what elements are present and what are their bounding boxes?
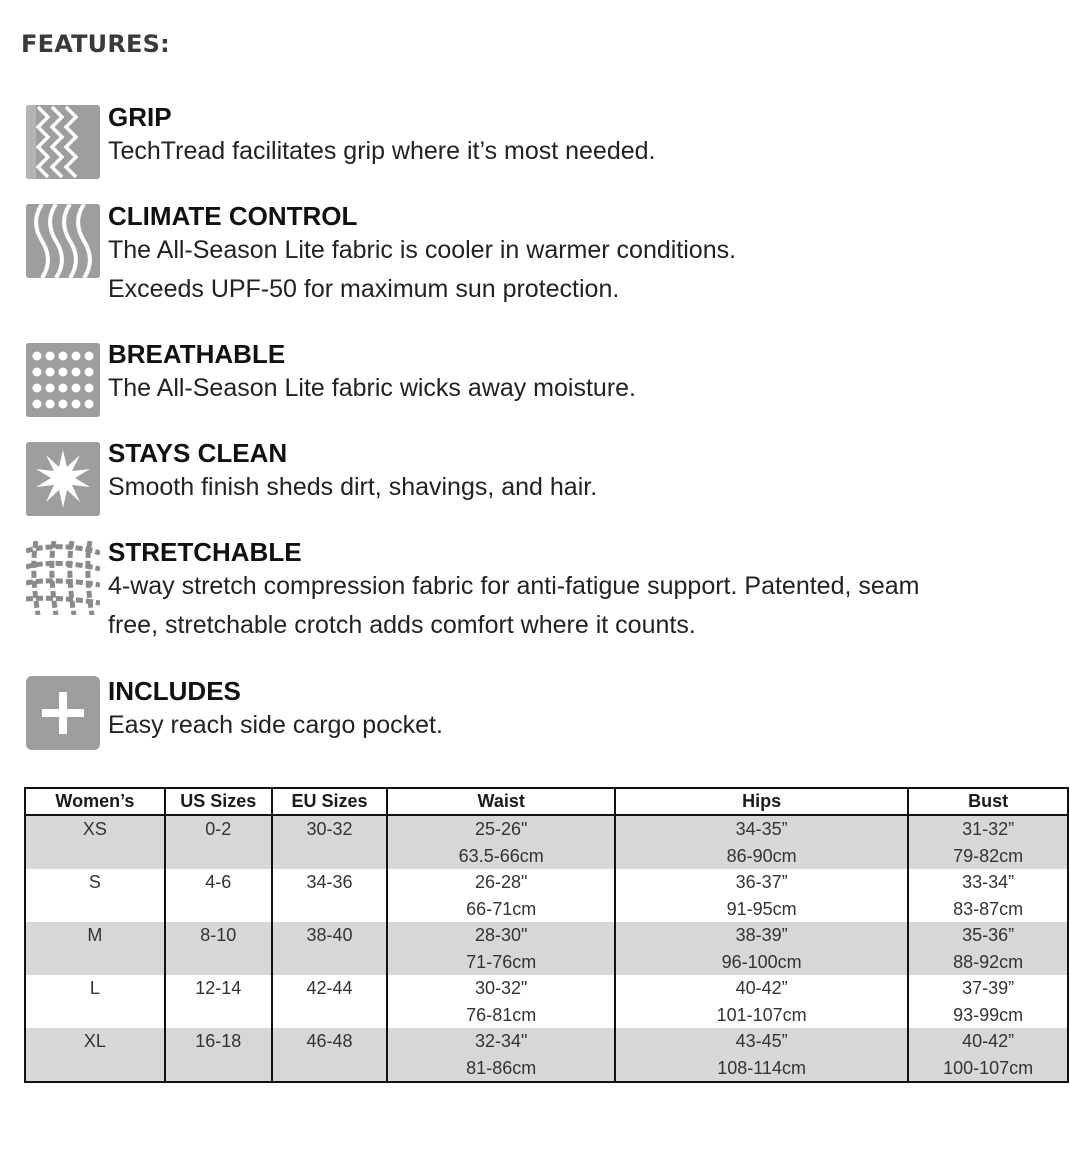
womens-size-cell: XL: [25, 1028, 165, 1082]
us-size-cell: 0-2: [165, 815, 272, 869]
waist-inches: 32-34": [474, 1031, 528, 1051]
waist-cm: 81-86cm: [466, 1057, 537, 1078]
waist-cell: [387, 869, 614, 922]
feature-description: Exceeds UPF-50 for maximum sun protection.: [108, 275, 620, 303]
hips-inches: 36-37”: [735, 872, 788, 892]
feature-description: The All-Season Lite fabric is cooler in warmer conditions.: [108, 236, 737, 264]
feature-description: TechTread facilitates grip where it’s most needed.: [108, 137, 656, 165]
stretch-mesh-icon: [26, 541, 100, 615]
bust-inches: 40-42”: [962, 1031, 1015, 1051]
waist-inches: 30-32": [474, 978, 528, 998]
column-header-bust: Bust: [908, 788, 1068, 815]
stays-clean-starburst-icon: [26, 442, 100, 516]
hips-inches: 34-35”: [735, 819, 788, 839]
hips-inches: 43-45”: [735, 1031, 788, 1051]
waist-cell: [387, 922, 614, 975]
bust-cm: 83-87cm: [953, 898, 1024, 919]
waist-cm: 71-76cm: [466, 951, 537, 972]
waist-cm: 63.5-66cm: [458, 845, 544, 866]
bust-cm: 88-92cm: [953, 951, 1024, 972]
hips-cell: [615, 1028, 908, 1082]
eu-size-cell: 46-48: [272, 1028, 388, 1082]
column-header-us-sizes: US Sizes: [165, 788, 272, 815]
us-size-cell: 16-18: [165, 1028, 272, 1082]
us-size-cell: 4-6: [165, 869, 272, 922]
us-size-cell: 12-14: [165, 975, 272, 1028]
grip-chevrons-icon: [26, 105, 100, 179]
feature-description: 4-way stretch compression fabric for anti-fatigue support. Patented, seam: [108, 572, 920, 600]
waist-cm: 66-71cm: [466, 898, 537, 919]
hips-cm: 91-95cm: [726, 898, 797, 919]
womens-size-cell: S: [25, 869, 165, 922]
bust-cm: 100-107cm: [943, 1057, 1034, 1078]
feature-description: The All-Season Lite fabric wicks away moisture.: [108, 374, 636, 402]
waist-inches: 26-28": [474, 872, 528, 892]
feature-title: INCLUDES: [108, 676, 241, 706]
hips-cm: 96-100cm: [721, 951, 802, 972]
waist-cm: 76-81cm: [466, 1004, 537, 1025]
bust-inches: 31-32”: [962, 819, 1015, 839]
bust-inches: 37-39”: [962, 978, 1015, 998]
eu-size-cell: 42-44: [272, 975, 388, 1028]
hips-inches: 38-39”: [735, 925, 788, 945]
womens-size-cell: XS: [25, 815, 165, 869]
hips-cell: [615, 975, 908, 1028]
table-row: [25, 975, 1068, 1028]
hips-cell: [615, 815, 908, 869]
waist-cell: [387, 815, 614, 869]
table-row: [25, 1028, 1068, 1082]
breathable-dots-icon: [26, 343, 100, 417]
table-row: [25, 869, 1068, 922]
feature-title: GRIP: [108, 102, 172, 132]
table-header-row: [25, 788, 1068, 815]
feature-title: STAYS CLEAN: [108, 438, 288, 468]
size-chart-table: [24, 787, 1069, 1083]
feature-description: free, stretchable crotch adds comfort where it counts.: [108, 611, 696, 639]
feature-description: Easy reach side cargo pocket.: [108, 711, 443, 739]
feature-title: BREATHABLE: [108, 339, 286, 369]
bust-cell: [908, 975, 1068, 1028]
hips-cm: 108-114cm: [717, 1057, 806, 1078]
plus-icon: [26, 676, 100, 750]
table-row: [25, 815, 1068, 869]
waist-inches: 28-30": [474, 925, 528, 945]
climate-waves-icon: [26, 204, 100, 278]
hips-inches: 40-42”: [735, 978, 788, 998]
hips-cm: 86-90cm: [726, 845, 797, 866]
eu-size-cell: 30-32: [272, 815, 388, 869]
feature-description: Smooth finish sheds dirt, shavings, and hair.: [108, 473, 598, 501]
bust-cm: 79-82cm: [953, 845, 1024, 866]
eu-size-cell: 38-40: [272, 922, 388, 975]
bust-cm: 93-99cm: [953, 1004, 1024, 1025]
us-size-cell: 8-10: [165, 922, 272, 975]
column-header-waist: Waist: [387, 788, 614, 815]
bust-cell: [908, 922, 1068, 975]
bust-cell: [908, 1028, 1068, 1082]
womens-size-cell: L: [25, 975, 165, 1028]
features-heading: FEATURES:: [21, 30, 170, 58]
eu-size-cell: 34-36: [272, 869, 388, 922]
bust-inches: 35-36”: [962, 925, 1015, 945]
column-header-eu-sizes: EU Sizes: [272, 788, 388, 815]
waist-inches: 25-26": [474, 819, 528, 839]
table-row: [25, 922, 1068, 975]
waist-cell: [387, 975, 614, 1028]
womens-size-cell: M: [25, 922, 165, 975]
hips-cell: [615, 869, 908, 922]
feature-title: STRETCHABLE: [108, 537, 302, 567]
waist-cell: [387, 1028, 614, 1082]
bust-cell: [908, 869, 1068, 922]
bust-inches: 33-34”: [962, 872, 1015, 892]
column-header-hips: Hips: [615, 788, 908, 815]
hips-cm: 101-107cm: [716, 1004, 807, 1025]
column-header-womens: Women’s: [25, 788, 165, 815]
hips-cell: [615, 922, 908, 975]
bust-cell: [908, 815, 1068, 869]
feature-title: CLIMATE CONTROL: [108, 201, 358, 231]
